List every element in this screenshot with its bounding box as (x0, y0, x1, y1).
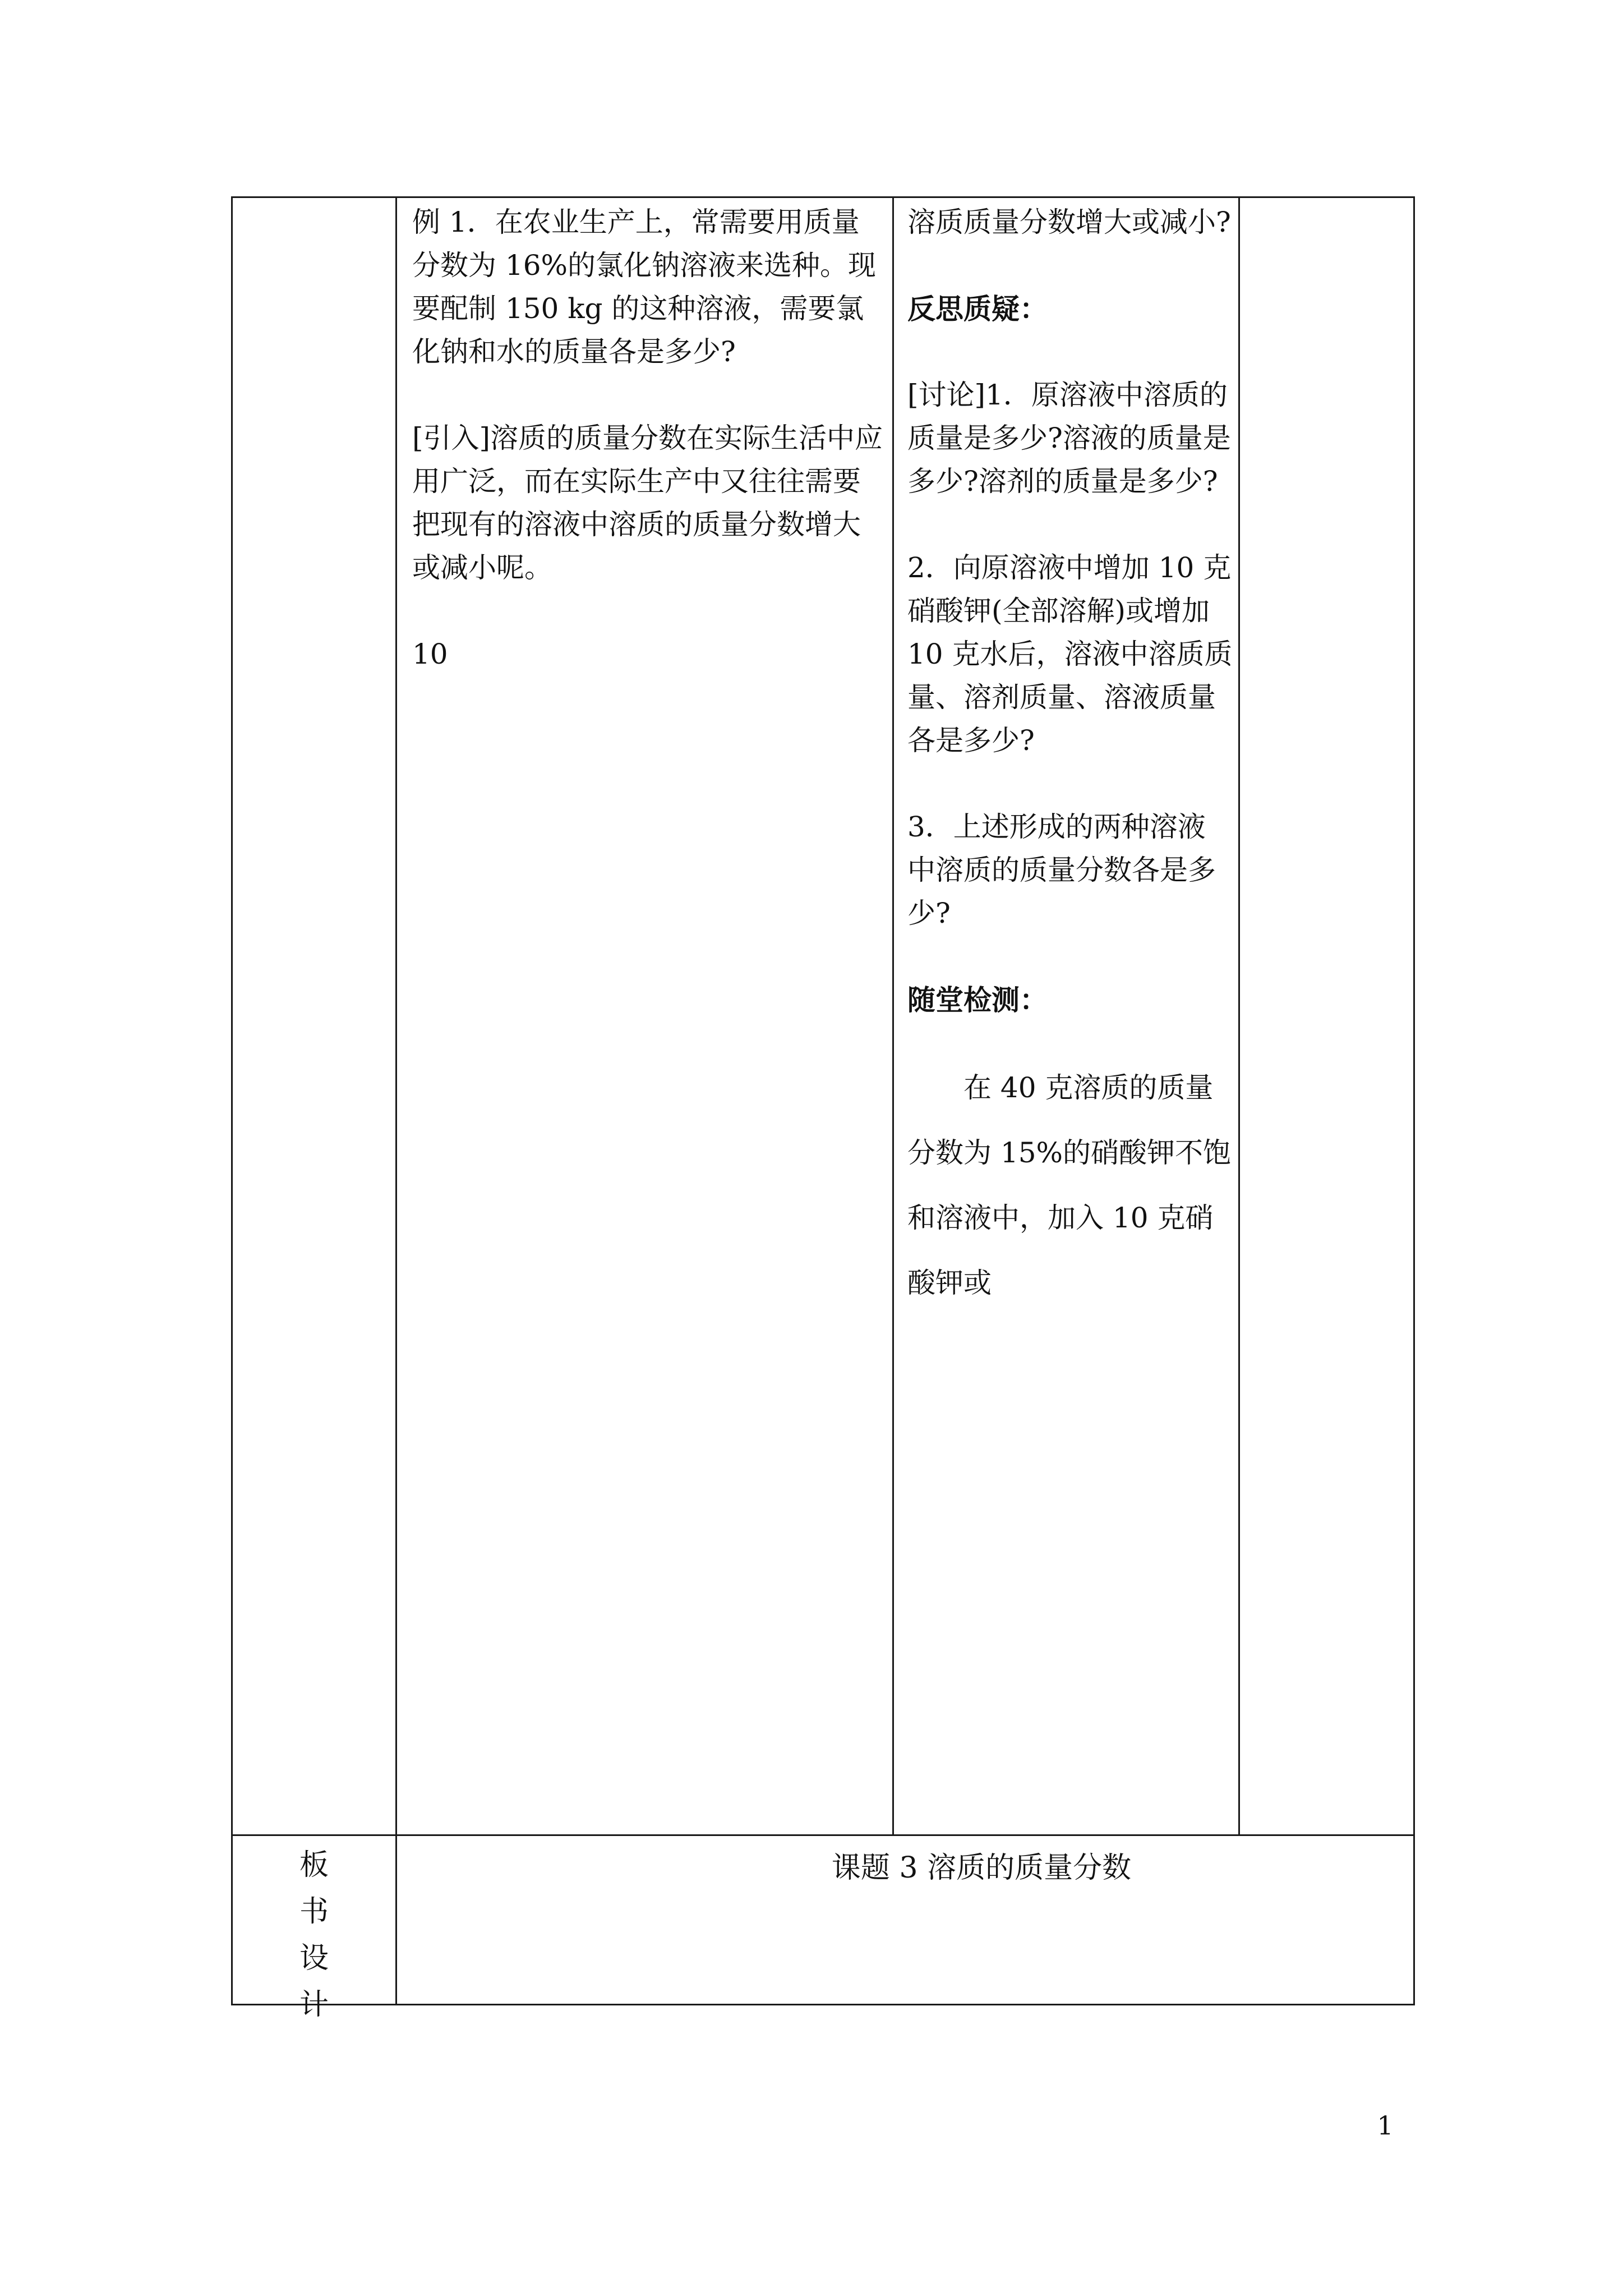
table-column-divider-1 (395, 196, 397, 2005)
discussion-question-2: 2．向原溶液中增加 10 克硝酸钾(全部溶解)或增加 10 克水后，溶液中溶质质量、溶剂质量、溶液质量各是多少? (907, 551, 1233, 757)
teacher-activity-cell (412, 201, 884, 676)
board-design-label-char: 书 (299, 1895, 329, 1929)
table-column-divider-2 (892, 196, 894, 1836)
classroom-test-heading: 随堂检测： (907, 983, 1048, 1016)
board-design-label-char: 板 (299, 1848, 329, 1882)
table-right-border (1413, 196, 1415, 2005)
continuation-text: 溶质质量分数增大或减小? (907, 206, 1231, 238)
table-left-border (231, 196, 233, 2005)
number-note: 10 (412, 638, 448, 670)
board-design-label-char: 设 (299, 1941, 329, 1975)
table-top-border (231, 196, 1415, 198)
discussion-question-1: [讨论]1．原溶液中溶质的质量是多少?溶液的质量是多少?溶剂的质量是多少? (907, 379, 1231, 498)
board-design-label-char: 计 (299, 1988, 329, 2022)
reflection-heading: 反思质疑： (907, 292, 1048, 325)
introduction-text: [引入]溶质的质量分数在实际生活中应用广泛，而在实际生产中又往往需要把现有的溶液中溶质的质量分数增大或减小呢。 (412, 422, 883, 584)
board-design-label (233, 1842, 395, 2028)
table-column-divider-3 (1238, 196, 1240, 1836)
example-problem: 例 1．在农业生产上，常需要用质量分数为 16%的氯化钠溶液来选种。现要配制 150 kg 的这种溶液，需要氯化钠和水的质量各是多少? (412, 206, 877, 368)
table-row-divider (231, 1834, 1415, 1836)
discussion-question-3: 3．上述形成的两种溶液中溶质的质量分数各是多少? (907, 811, 1216, 930)
classroom-test-question: 在 40 克溶质的质量分数为 15%的硝酸钾不饱和溶液中，加入 10 克硝酸钾或 (907, 1071, 1232, 1299)
student-activity-cell (907, 201, 1233, 1315)
board-design-title: 课题 3 溶质的质量分数 (831, 1851, 1132, 1885)
page-number: 1 (1377, 2110, 1394, 2141)
table-bottom-border (231, 2004, 1415, 2005)
